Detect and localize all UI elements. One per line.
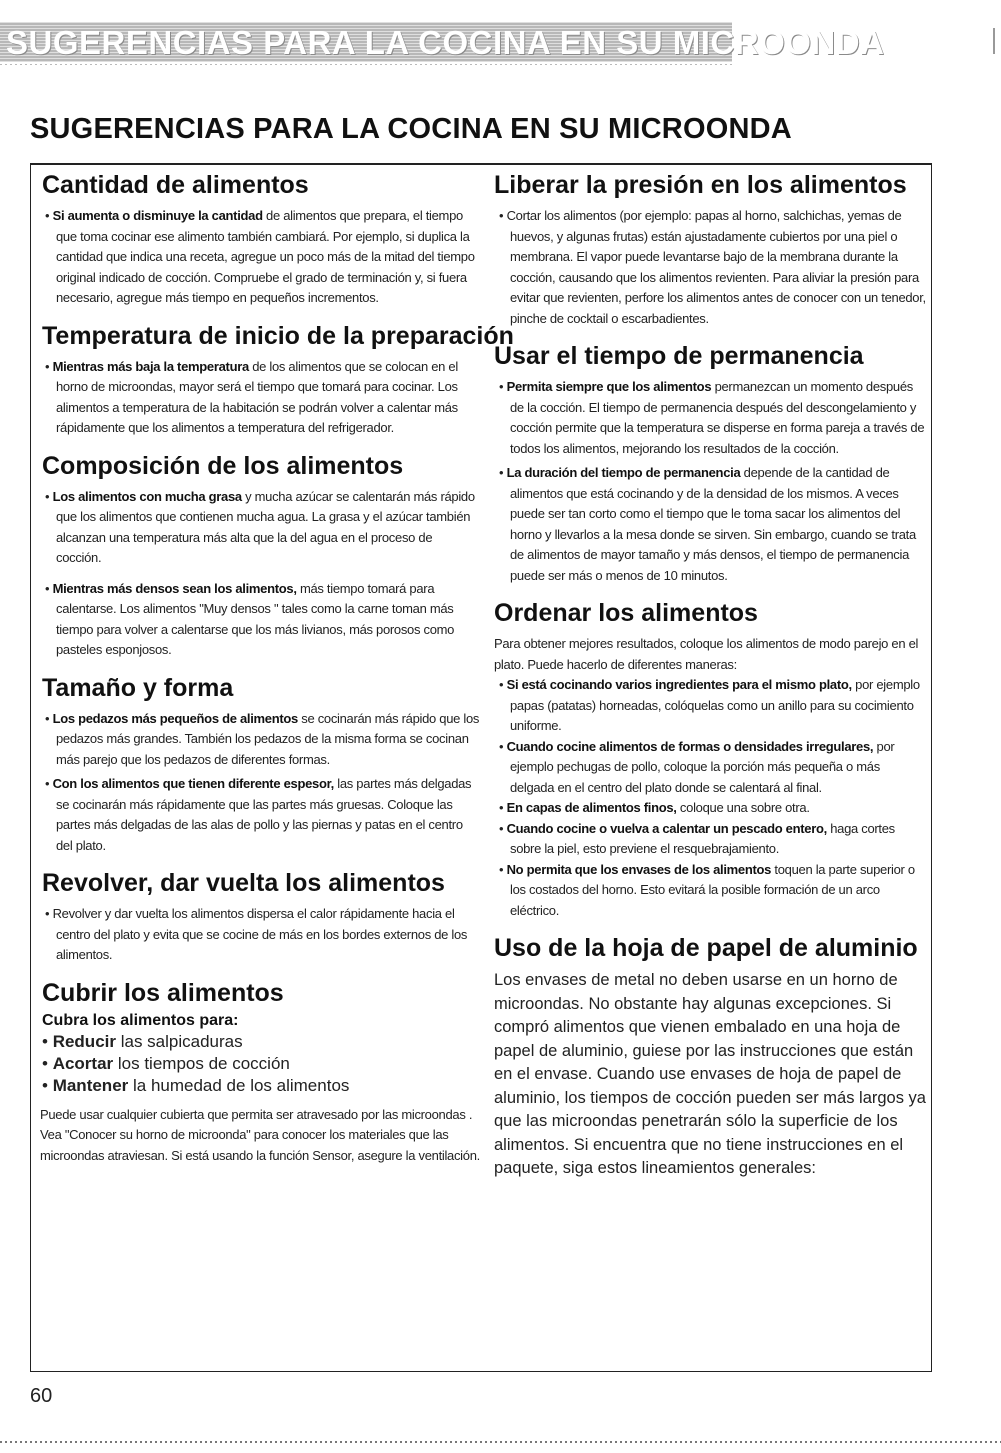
bullet-text: Revolver y dar vuelta los alimentos dispersa el calor rápidamente hacia el centro del plato y evita que se cocine de más en los bordes externos de los alimentos.: [52, 906, 468, 962]
section-heading: Revolver, dar vuelta los alimentos: [42, 869, 445, 897]
edge-mark: [993, 28, 995, 54]
section-liberar: [494, 170, 926, 329]
bullet-bold: Permita siempre que los alimentos: [506, 379, 712, 394]
banner-text: SUGERENCIAS PARA LA COCINA EN SU MICROONDA: [6, 24, 885, 61]
page-number: 60: [30, 1385, 53, 1407]
bullet-text: se cocinarán más rápido que los pedazos más grandes. También los pedazos de la misma forma se cocinan más parejo que los pedazos de diferentes formas.: [56, 710, 480, 767]
list-item: • Mantener la humedad de los alimentos: [42, 1075, 350, 1095]
section-heading: Ordenar los alimentos: [494, 599, 758, 627]
section-tamano: [40, 673, 480, 857]
bullet-item: • Con los alimentos que tienen diferente espesor, las partes más delgadas se cocinarán más rápidamente que las partes más gruesas. Coloque las partes más delgadas de las alas de pollo y las piernas y patas en el centro del plato.: [45, 776, 472, 853]
section-permanencia: [494, 341, 926, 586]
bullet-bold: En capas de alimentos finos,: [506, 800, 677, 815]
bullet-item: • Cortar los alimentos (por ejemplo: papas al horno, salchichas, yemas de huevos, y algunas frutas) están ajustadamente cubiertos por una piel o membrana. El vapor puede levantarse bajo de la membrana durante la cocción, causando que los alimentos revienten. Para aliviar la presión para evitar que revienten, perfore los alimentos antes de conocer con un tenedor, pinche de cocktail o escarbadientes.: [499, 208, 926, 326]
section-heading: Liberar la presión en los alimentos: [494, 171, 907, 199]
subheading: Cubra los alimentos para:: [42, 1011, 239, 1029]
section-heading: Temperatura de inicio de la preparación: [42, 321, 514, 350]
bullet-text: de los alimentos que se colocan en el horno de microondas, mayor será el tiempo que tomará para cocinar. Los alimentos a temperatura de la habitación se podrán volver a calentar más rápidamente que los alimentos a temperatura del refrigerador.: [56, 358, 458, 435]
right-column: [494, 170, 926, 1193]
bullet-item: • Cuando cocine o vuelva a calentar un pescado entero, haga cortes sobre la piel, esto previene el resquebrajamiento.: [499, 820, 895, 856]
bullet-text: las partes más delgadas se cocinarán más rápidamente que las partes más gruesas. Coloque las partes más delgadas de las alas de pollo y las piernas y patas en el centro del plato.: [56, 776, 472, 853]
page-title: SUGERENCIAS PARA LA COCINA EN SU MICROONDA: [30, 113, 792, 145]
item-bold: Reducir: [52, 1031, 116, 1051]
bullet-text: y mucha azúcar se calentarán más rápido que los alimentos que contienen mucha agua. La grasa y el azúcar también alcanzan una temperatura más alta que la del agua en el proceso de cocción.: [56, 488, 475, 565]
bullet-text: por ejemplo papas (patatas) horneadas, colóquelas como un anillo para su cocimiento uniforme.: [510, 677, 920, 733]
bullet-item: • Permita siempre que los alimentos permanezcan un momento después de la cocción. El tiempo de permanencia después del descongelamiento y cocción permite que la temperatura se disperse en forma pareja a través de todos los alimentos, mejorando los resultados de la cocción.: [499, 379, 925, 456]
bullet-bold: Cuando cocine o vuelva a calentar un pescado entero,: [506, 820, 827, 836]
bullet-bold: Cuando cocine alimentos de formas o densidades irregulares,: [506, 738, 874, 754]
left-column: [40, 170, 514, 1178]
section-revolver: [40, 868, 480, 966]
bullet-text: coloque una sobre otra.: [676, 800, 810, 815]
bullet-item: • No permita que los envases de los alimentos toquen la parte superior o los costados del horno. Esto evitará la posible formación de un arco eléctrico.: [499, 861, 915, 918]
bullet-item: • Cuando cocine alimentos de formas o densidades irregulares, por ejemplo pechugas de pollo, coloque la porción más pequeña o más delgada en el centro del plato donde se calentará al final.: [499, 738, 895, 795]
bullet-bold: La duración del tiempo de permanencia: [506, 465, 741, 480]
banner-underline: [0, 64, 733, 65]
bottom-dotted-line: [0, 1441, 1001, 1443]
paragraph: Para obtener mejores resultados, coloque los alimentos de modo parejo en el plato. Puede hacerlo de diferentes maneras:: [494, 636, 919, 672]
bullet-item: • Mientras más densos sean los alimentos, más tiempo tomará para calentarse. Los alimentos "Muy densos " tales como la carne toman más tiempo para volver a calentarse que los más livianos, más porosos como pasteles esponjosos.: [45, 580, 455, 657]
item-bold: Mantener: [52, 1075, 129, 1095]
bullet-text: depende de la cantidad de alimentos que está cocinando y de la densidad de los mismos. A veces puede ser tan corto como el tiempo que le toma sacar los alimentos del horno y llevarlos a la mesa donde se sirven. Sin embargo, cuando se trata de alimentos de mayor tamaño y más densos, el tiempo de permanencia puede ser más o menos de 10 minutos.: [510, 465, 916, 583]
section-heading: Uso de la hoja de papel de aluminio: [494, 934, 918, 962]
section-heading: Cubrir los alimentos: [42, 978, 284, 1007]
bullet-bold: Mientras más densos sean los alimentos,: [52, 580, 297, 596]
section-ordenar: [494, 598, 926, 921]
section-cantidad: [40, 170, 480, 309]
bullet-text: más tiempo tomará para calentarse. Los alimentos "Muy densos " tales como la carne toman más tiempo para volver a calentarse que los más livianos, más porosos como pasteles esponjosos.: [56, 580, 455, 657]
section-aluminio: [494, 933, 926, 1181]
bullet-bold: Los pedazos más pequeños de alimentos: [52, 710, 298, 726]
bullet-text: permanezcan un momento después de la cocción. El tiempo de permanencia después del descongelamiento y cocción permite que la temperatura se disperse en forma pareja a través de todos los alimentos, mejorando los resultados de la cocción.: [510, 379, 925, 456]
bullet-item: • Los alimentos con mucha grasa y mucha azúcar se calentarán más rápido que los alimentos que contienen mucha agua. La grasa y el azúcar también alcanzan una temperatura más alta que la del agua en el proceso de cocción.: [45, 488, 475, 565]
section-heading: Usar el tiempo de permanencia: [494, 342, 864, 370]
bullet-bold: Si aumenta o disminuye la cantidad: [52, 208, 263, 223]
bullet-bold: Si está cocinando varios ingredientes para el mismo plato,: [506, 677, 852, 692]
bullet-text: haga cortes sobre la piel, esto previene el resquebrajamiento.: [510, 820, 895, 856]
bullet-item: • Revolver y dar vuelta los alimentos dispersa el calor rápidamente hacia el centro del plato y evita que se cocine de más en los bordes externos de los alimentos.: [45, 906, 468, 962]
item-text: las salpicaduras: [115, 1031, 243, 1051]
section-temperatura: [40, 321, 514, 439]
list-item: • Reducir las salpicaduras: [42, 1031, 243, 1051]
item-bold: Acortar: [52, 1053, 114, 1073]
item-text: los tiempos de cocción: [113, 1053, 290, 1073]
section-heading: Composición de los alimentos: [42, 451, 404, 480]
section-cubrir: [40, 978, 480, 1167]
section-heading: Tamaño y forma: [42, 673, 234, 702]
list-item: • Acortar los tiempos de cocción: [42, 1053, 290, 1073]
paragraph: Puede usar cualquier cubierta que permita ser atravesado por las microondas . Vea "Conocer su horno de microonda" para conocer los materiales que las microondas atraviesan. Si está usando la función Sensor, asegure la ventilación.: [40, 1106, 480, 1163]
item-text: la humedad de los alimentos: [128, 1075, 350, 1095]
bullet-item: • Mientras más baja la temperatura de los alimentos que se colocan en el horno de microondas, mayor será el tiempo que tomará para cocinar. Los alimentos a temperatura de la habitación se podrán volver a calentar más rápidamente que los alimentos a temperatura del refrigerador.: [45, 358, 458, 435]
bullet-item: • Los pedazos más pequeños de alimentos se cocinarán más rápido que los pedazos más grandes. También los pedazos de la misma forma se cocinan más parejo que los pedazos de diferentes formas.: [45, 710, 480, 767]
bullet-text: por ejemplo pechugas de pollo, coloque la porción más pequeña o más delgada en el centro del plato donde se calentará al final.: [510, 738, 895, 795]
bullet-bold: No permita que los envases de los alimentos: [506, 861, 772, 877]
bullet-text: de alimentos que prepara, el tiempo que toma cocinar ese alimento también cambiará. Por ejemplo, si duplica la cantidad que indica una receta, agregue un poco más de la mitad del tiempo original indicado de cocción. Compruebe el grado de terminación y, si fuera necesario, agregue más tiempo en pequeños incrementos.: [56, 208, 475, 305]
bullet-item: • En capas de alimentos finos, coloque una sobre otra.: [499, 800, 810, 815]
bullet-bold: Los alimentos con mucha grasa: [52, 488, 242, 504]
bullet-text: Cortar los alimentos (por ejemplo: papas al horno, salchichas, yemas de huevos, y algunas frutas) están ajustadamente cubiertos por una piel o membrana. El vapor puede levantarse bajo de la membrana durante la cocción, causando que los alimentos revienten. Para aliviar la presión para evitar que revienten, perfore los alimentos antes de conocer con un tenedor, pinche de cocktail o escarbadientes.: [506, 208, 926, 326]
section-heading: Cantidad de alimentos: [42, 171, 309, 199]
bullet-item: • La duración del tiempo de permanencia depende de la cantidad de alimentos que está cocinando y de la densidad de los mismos. A veces puede ser tan corto como el tiempo que le toma sacar los alimentos del horno y llevarlos a la mesa donde se sirven. Sin embargo, cuando se trata de alimentos de mayor tamaño y más densos, el tiempo de permanencia puede ser más o menos de 10 minutos.: [499, 465, 916, 583]
bullet-bold: Mientras más baja la temperatura: [52, 358, 249, 374]
paragraph: Los envases de metal no deben usarse en un horno de microondas. No obstante hay algunas excepciones. Si compró alimentos que vienen embalado en una hoja de papel de aluminio, guiese por las instrucciones que están en el envase. Cuando use envases de hoja de papel de aluminio, los tiempos de cocción pueden ser más largos ya que las microondas penetrarán sólo la superficie de los alimentos. Si encuentra que no tiene instrucciones en el paquete, siga estos lineamientos generales:: [494, 971, 926, 1177]
bullet-text: toquen la parte superior o los costados del horno. Esto evitará la posible formación de un arco eléctrico.: [510, 861, 915, 918]
bullet-bold: Con los alimentos que tienen diferente espesor,: [52, 776, 334, 791]
bullet-item: • Si está cocinando varios ingredientes para el mismo plato, por ejemplo papas (patatas) horneadas, colóquelas como un anillo para su cocimiento uniforme.: [499, 677, 920, 733]
bullet-item: • Si aumenta o disminuye la cantidad de alimentos que prepara, el tiempo que toma cocinar ese alimento también cambiará. Por ejemplo, si duplica la cantidad que indica una receta, agregue un poco más de la mitad del tiempo original indicado de cocción. Compruebe el grado de terminación y, si fuera necesario, agregue más tiempo en pequeños incrementos.: [45, 208, 475, 305]
section-composicion: [40, 451, 480, 661]
header-banner: [0, 22, 885, 62]
